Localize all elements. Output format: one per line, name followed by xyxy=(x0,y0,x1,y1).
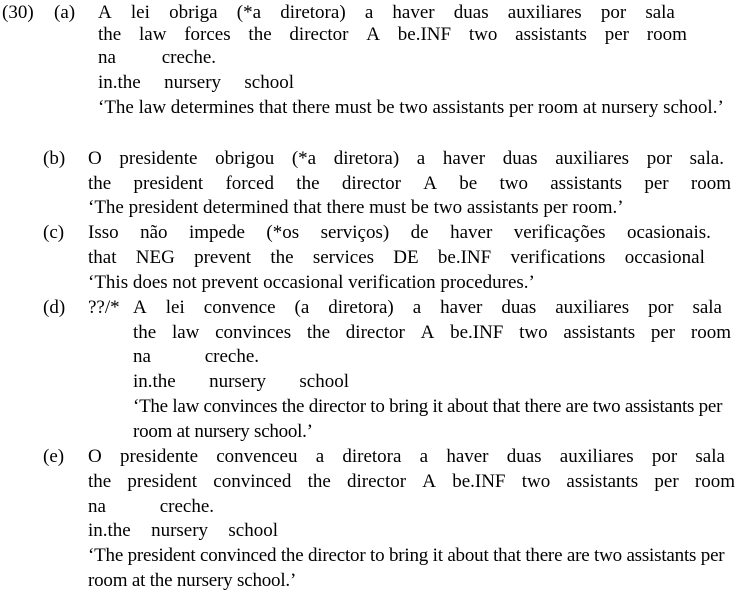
gloss-word: O xyxy=(88,148,102,169)
gloss-word: duas xyxy=(501,297,537,318)
gloss-word: the xyxy=(88,471,112,492)
gloss-word: in.the xyxy=(98,72,141,93)
gloss-word: two xyxy=(468,24,498,45)
gloss-word: obrigou xyxy=(215,148,275,169)
gloss-word: be xyxy=(459,173,478,194)
gloss-word: duas xyxy=(506,446,542,467)
gloss-word: haver xyxy=(446,446,489,467)
gloss-word: a xyxy=(364,2,374,23)
gloss-word: lei xyxy=(130,2,150,23)
gloss-word: be.INF xyxy=(450,322,504,343)
gloss-word: sala xyxy=(645,2,675,23)
gloss-word: in.the xyxy=(133,371,176,392)
gloss-row xyxy=(88,171,731,196)
gloss-word: ocasionais. xyxy=(627,222,711,243)
gloss-word: a xyxy=(416,148,426,169)
gloss-word: be.INF xyxy=(397,24,452,45)
gloss-row xyxy=(88,518,278,543)
gloss-word: diretora xyxy=(342,446,402,467)
gloss-word: duas xyxy=(502,148,538,169)
gloss-word: creche. xyxy=(161,47,216,68)
gloss-word: por xyxy=(600,2,627,23)
gloss-word: A xyxy=(366,24,381,45)
gloss-word: haver xyxy=(442,148,486,169)
gloss-word: president xyxy=(127,471,198,492)
gloss-word: president xyxy=(133,173,204,194)
example-label-a: (a) xyxy=(54,2,76,23)
gloss-word: the xyxy=(98,24,122,45)
gloss-word: school xyxy=(299,371,349,392)
gloss-word: impede xyxy=(189,222,245,243)
gloss-word: A xyxy=(423,173,437,194)
gloss-row xyxy=(88,245,705,270)
example-label-c: (c) xyxy=(43,222,65,243)
gloss-word: the xyxy=(133,322,157,343)
gloss-word: assistants xyxy=(515,24,587,45)
gloss-word: diretora) xyxy=(280,2,346,23)
gloss-word: law xyxy=(171,322,200,343)
gloss-word: forces xyxy=(184,24,231,45)
gloss-word: A xyxy=(420,322,435,343)
gloss-word: auxiliares xyxy=(555,297,630,318)
example-label-d: (d) xyxy=(43,297,66,318)
gloss-word: the xyxy=(306,322,331,343)
example-label-b: (b) xyxy=(43,148,66,169)
gloss-word: two xyxy=(521,471,551,492)
gloss-row xyxy=(98,22,687,47)
gloss-word: auxiliares xyxy=(555,148,630,169)
gloss-word: (*os xyxy=(266,222,300,243)
free-translation: ‘The president convinced the director to bring it about that there are two assistants per room at the nursery school.’ xyxy=(88,545,725,591)
free-translation: ‘This does not prevent occasional verification procedures.’ xyxy=(88,272,535,293)
gloss-word: per xyxy=(650,322,676,343)
free-translation: ‘The president determined that there must be two assistants per room.’ xyxy=(88,197,624,218)
gloss-word: auxiliares xyxy=(559,446,634,467)
gloss-word: verifications xyxy=(510,247,606,268)
gloss-word: O xyxy=(88,446,102,467)
gloss-word: two xyxy=(519,322,548,343)
gloss-word: serviços) xyxy=(320,222,390,243)
gloss-word: the xyxy=(88,173,112,194)
gloss-word: haver xyxy=(450,222,493,243)
gloss-word: creche. xyxy=(159,496,214,517)
gloss-word: Isso xyxy=(88,222,119,243)
gloss-word: per xyxy=(604,24,629,45)
gloss-word: convinced xyxy=(213,471,292,492)
gloss-word: room xyxy=(646,24,687,45)
gloss-word: services xyxy=(312,247,375,268)
gloss-row xyxy=(133,344,259,369)
gloss-word: convinces xyxy=(215,322,292,343)
gloss-word: presidente xyxy=(119,148,198,169)
gloss-row xyxy=(88,494,214,519)
gloss-word: A xyxy=(98,2,112,23)
gloss-word: occasional xyxy=(624,247,705,268)
acceptability-judgment: ??/* xyxy=(88,297,120,318)
gloss-word: director xyxy=(346,471,407,492)
gloss-row xyxy=(88,444,725,469)
gloss-word: (a xyxy=(294,297,310,318)
gloss-word: obriga xyxy=(169,2,218,23)
gloss-word: school xyxy=(228,520,278,541)
gloss-word: na xyxy=(98,47,116,68)
gloss-word: sala xyxy=(695,446,725,467)
gloss-word: director xyxy=(289,24,349,45)
free-translation: ‘The law determines that there must be two assistants per room at nursery school.’ xyxy=(98,97,724,118)
gloss-word: per xyxy=(654,471,679,492)
gloss-word: room xyxy=(690,322,731,343)
gloss-word: convence xyxy=(203,297,276,318)
gloss-word: A xyxy=(422,471,436,492)
gloss-word: (*a xyxy=(236,2,262,23)
gloss-word: nursery xyxy=(209,371,267,392)
gloss-word: DE xyxy=(393,247,419,268)
gloss-word: the xyxy=(248,24,272,45)
gloss-word: assistants xyxy=(550,173,623,194)
gloss-word: law xyxy=(139,24,167,45)
gloss-word: the xyxy=(307,471,331,492)
gloss-word: in.the xyxy=(88,520,131,541)
gloss-word: prevent xyxy=(194,247,252,268)
gloss-word: não xyxy=(140,222,168,243)
gloss-word: haver xyxy=(440,297,483,318)
gloss-word: sala. xyxy=(689,148,724,169)
gloss-word: creche. xyxy=(204,346,259,367)
gloss-row xyxy=(88,220,711,245)
gloss-word: auxiliares xyxy=(507,2,582,23)
gloss-word: lei xyxy=(165,297,185,318)
gloss-word: de xyxy=(410,222,429,243)
free-translation: ‘The law convinces the director to bring it about that there are two assistants per room at nursery school.’ xyxy=(133,396,723,442)
example-number: (30) xyxy=(2,2,34,23)
gloss-word: nursery xyxy=(151,520,209,541)
gloss-row xyxy=(88,146,724,171)
gloss-word: room xyxy=(694,471,735,492)
gloss-word: director xyxy=(341,173,401,194)
gloss-word: (*a xyxy=(291,148,317,169)
gloss-word: diretora) xyxy=(328,297,394,318)
gloss-row xyxy=(133,295,722,320)
gloss-word: two xyxy=(499,173,528,194)
gloss-word: be.INF xyxy=(452,471,506,492)
gloss-word: diretora) xyxy=(333,148,400,169)
gloss-word: assistants xyxy=(563,322,636,343)
gloss-row xyxy=(88,469,735,494)
gloss-word: a xyxy=(419,446,429,467)
gloss-word: room xyxy=(690,173,731,194)
gloss-word: a xyxy=(412,297,422,318)
gloss-word: A xyxy=(133,297,147,318)
gloss-word: forced xyxy=(225,173,274,194)
gloss-word: na xyxy=(133,346,151,367)
example-label-e: (e) xyxy=(43,446,65,467)
gloss-row xyxy=(133,320,731,345)
gloss-row xyxy=(133,369,349,394)
gloss-word: duas xyxy=(453,2,489,23)
gloss-word: director xyxy=(345,322,405,343)
gloss-word: presidente xyxy=(119,446,199,467)
gloss-row xyxy=(98,70,294,95)
gloss-word: the xyxy=(270,247,294,268)
gloss-word: per xyxy=(644,173,669,194)
gloss-word: verificações xyxy=(513,222,606,243)
gloss-row xyxy=(98,45,216,70)
gloss-word: a xyxy=(315,446,325,467)
gloss-word: por xyxy=(651,446,678,467)
gloss-word: na xyxy=(88,496,106,517)
gloss-word: that xyxy=(88,247,117,268)
gloss-word: sala xyxy=(692,297,722,318)
gloss-word: assistants xyxy=(566,471,639,492)
gloss-word: convenceu xyxy=(216,446,298,467)
gloss-word: school xyxy=(244,72,294,93)
gloss-word: nursery xyxy=(164,72,222,93)
gloss-word: the xyxy=(296,173,320,194)
gloss-word: be.INF xyxy=(437,247,492,268)
gloss-word: NEG xyxy=(135,247,175,268)
gloss-word: haver xyxy=(392,2,435,23)
gloss-word: por xyxy=(648,297,674,318)
gloss-word: por xyxy=(646,148,673,169)
